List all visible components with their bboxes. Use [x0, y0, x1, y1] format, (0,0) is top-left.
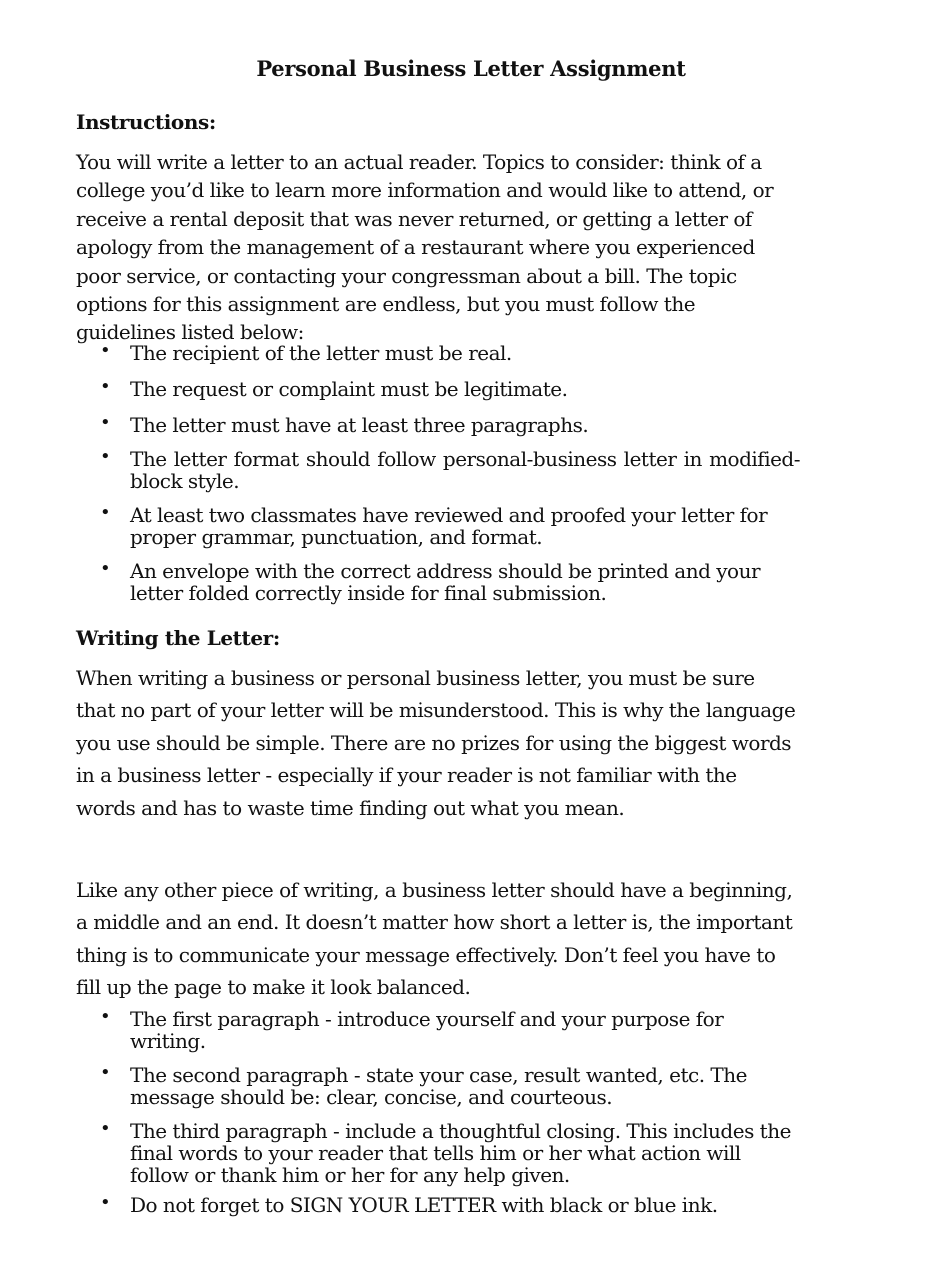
document-title: Personal Business Letter Assignment	[256, 56, 686, 81]
paragraph-guide-list	[100, 1008, 800, 1216]
guideline-item: • The request or complaint must be legitimate.	[100, 378, 800, 400]
guideline-item: • At least two classmates have reviewed and proofed your letter for proper grammar, punctuation, and format.	[100, 504, 800, 548]
guideline-item: • The letter format should follow personal-business letter in modified-block style.	[100, 448, 800, 492]
paragraph-guide-item: • The second paragraph - state your case, result wanted, etc. The message should be: clear, concise, and courteous.	[100, 1064, 800, 1108]
instructions-heading: Instructions:	[76, 110, 216, 134]
writing-paragraph-1: When writing a business or personal business letter, you must be sure that no part of your letter will be misunderstood. This is why the language you use should be simple. There are no prizes for using the biggest words in a business letter - especially if your reader is not familiar with the words and has to waste time finding out what you mean.	[76, 666, 796, 820]
instructions-paragraph: You will write a letter to an actual reader. Topics to consider: think of a college you’d like to learn more information and would like to attend, or receive a rental deposit that was never returned, or getting a letter of apology from the management of a restaurant where you experienced poor service, or contacting your congressman about a bill. The topic options for this assignment are endless, but you must follow the guidelines listed below:	[76, 150, 774, 345]
paragraph-guide-item: • The first paragraph - introduce yourself and your purpose for writing.	[100, 1008, 800, 1052]
paragraph-guide-item: • Do not forget to SIGN YOUR LETTER with black or blue ink.	[100, 1194, 800, 1216]
guideline-item: • The letter must have at least three paragraphs.	[100, 414, 800, 436]
guideline-item: • An envelope with the correct address should be printed and your letter folded correctly inside for final submission.	[100, 560, 800, 604]
writing-paragraph-2: Like any other piece of writing, a business letter should have a beginning, a middle and an end. It doesn’t matter how short a letter is, the important thing is to communicate your message effectively. Don’t feel you have to fill up the page to make it look balanced.	[76, 878, 793, 1000]
guideline-item: • The recipient of the letter must be real.	[100, 342, 800, 364]
guidelines-list	[100, 342, 800, 604]
writing-heading: Writing the Letter:	[76, 626, 280, 650]
paragraph-guide-item: • The third paragraph - include a thoughtful closing. This includes the final words to your reader that tells him or her what action will follow or thank him or her for any help given.	[100, 1120, 800, 1186]
